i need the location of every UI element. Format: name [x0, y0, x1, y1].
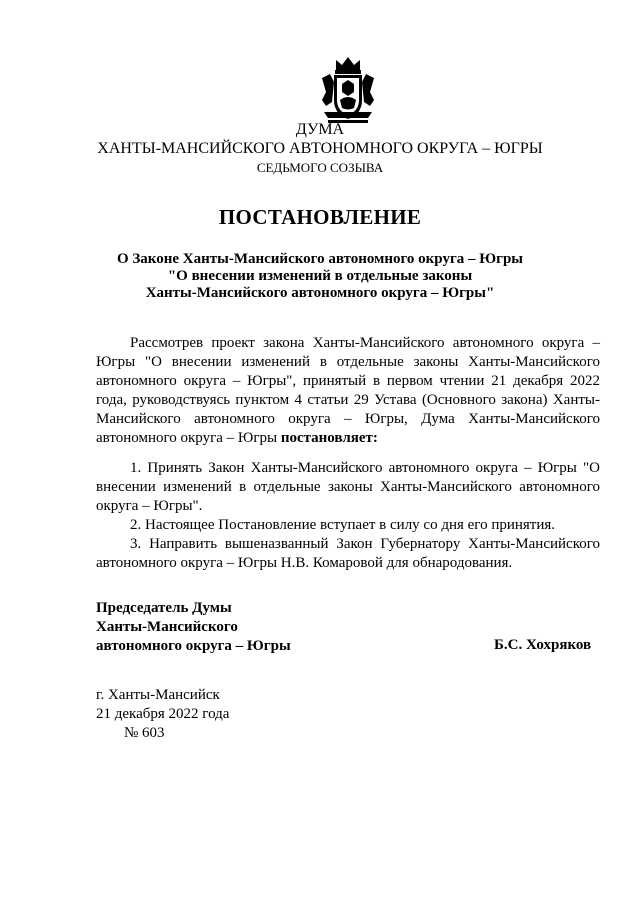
khmao-coat-of-arms-icon	[318, 56, 378, 124]
document-number: № 603	[124, 725, 165, 741]
resolution-items	[96, 459, 600, 573]
signer-title-line: автономного округа – Югры	[96, 638, 291, 654]
decision-word: постановляет:	[280, 430, 378, 446]
convocation: СЕДЬМОГО СОЗЫВА	[256, 160, 384, 175]
organ-name: ДУМА	[295, 121, 345, 138]
signer-title-line: Председатель Думы	[96, 600, 232, 616]
resolution-item: 1. Принять Закон Ханты-Мансийского автономного округа – Югры "О внесении изменений в отдельные законы Ханты-Мансийского автономного округа – Югры".	[96, 460, 600, 514]
subject-line: "О внесении изменений в отдельные законы	[167, 268, 473, 284]
document-subject	[0, 251, 640, 302]
signer-title	[96, 599, 291, 656]
region-name: ХАНТЫ-МАНСИЙСКОГО АВТОНОМНОГО ОКРУГА – ЮГРЫ	[97, 140, 543, 157]
preamble-paragraph	[96, 334, 600, 448]
resolution-item: 2. Настоящее Постановление вступает в силу со дня его принятия.	[130, 517, 556, 533]
preamble-text: Рассмотрев проект закона Ханты-Мансийского автономного округа – Югры "О внесении изменений в отдельные законы Ханты-Мансийского автономного округа – Югры", принятый в первом чтении 21 декабря 2022 года, руководствуясь пунктом 4 статьи 29 Устава (Основного закона) Ханты-Мансийского автономного округа – Югры, Дума Ханты-Мансийского автономного округа – Югры	[96, 335, 600, 446]
date: 21 декабря 2022 года	[96, 706, 230, 722]
document-type-title: ПОСТАНОВЛЕНИЕ	[218, 205, 422, 229]
signer-title-line: Ханты-Мансийского	[96, 619, 238, 635]
place-date-number	[96, 686, 229, 743]
subject-line: О Законе Ханты-Мансийского автономного округа – Югры	[116, 251, 524, 267]
signer-name: Б.С. Хохряков	[494, 637, 592, 653]
place: г. Ханты-Мансийск	[96, 687, 220, 703]
subject-line: Ханты-Мансийского автономного округа – Югры"	[145, 285, 495, 301]
resolution-item: 3. Направить вышеназванный Закон Губернатору Ханты-Мансийского автономного округа – Югры Н.В. Комаровой для обнародования.	[96, 536, 600, 571]
